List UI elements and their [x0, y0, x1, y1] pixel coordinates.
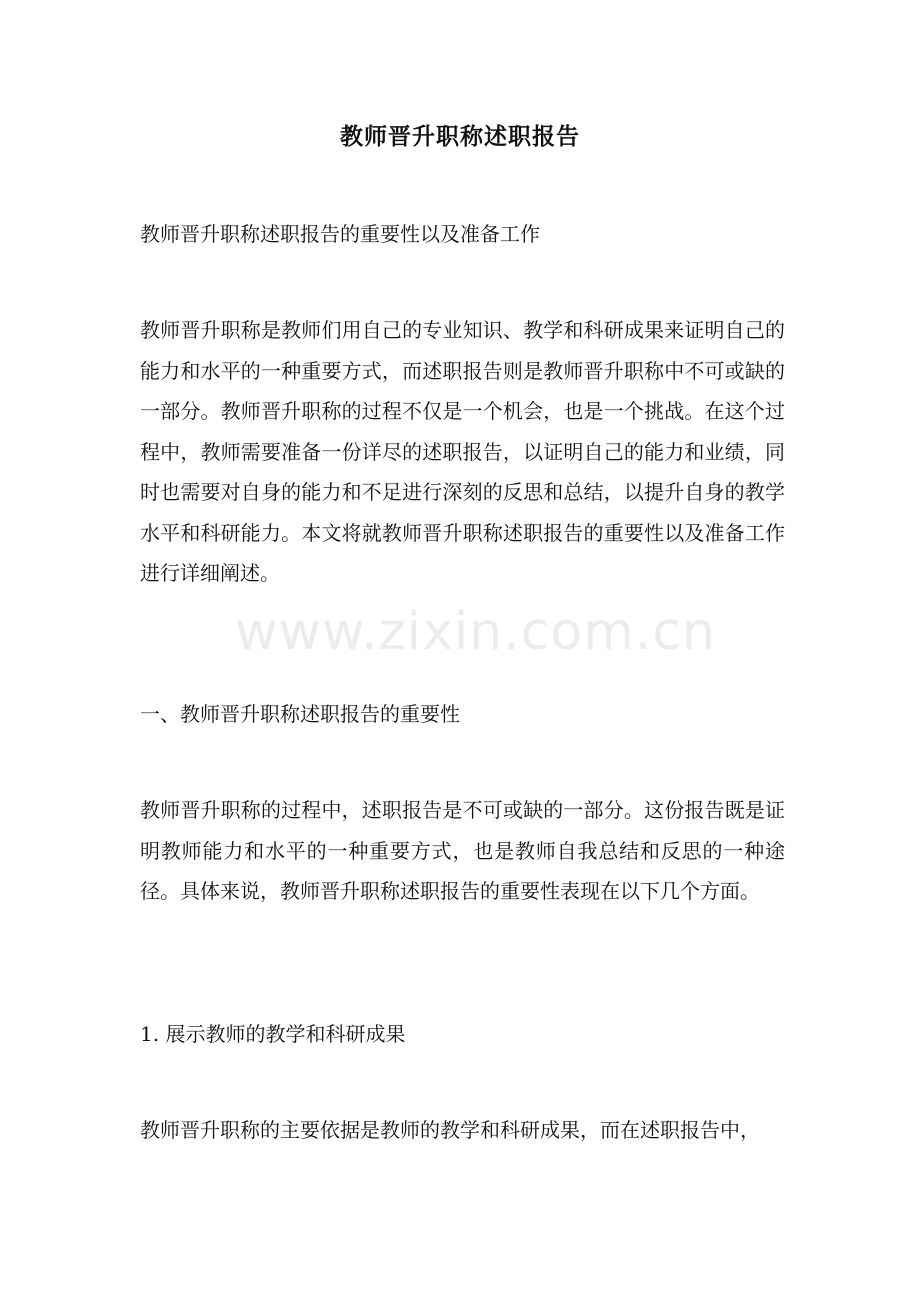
- section-heading-2: 1. 展示教师的教学和科研成果: [140, 1022, 406, 1046]
- paragraph-1: 教师晋升职称是教师们用自己的专业知识、教学和科研成果来证明自己的能力和水平的一种重要方式，而述职报告则是教师晋升职称中不可或缺的一部分。教师晋升职称的过程不仅是一个机会，也是一个挑战。在这个过程中，教师需要准备一份详尽的述职报告，以证明自己的能力和业绩，同时也需要对自身的能力和不足进行深刻的反思和总结，以提升自身的教学水平和科研能力。本文将就教师晋升职称述职报告的重要性以及准备工作进行详细阐述。: [140, 318, 785, 585]
- document-subtitle: 教师晋升职称述职报告的重要性以及准备工作: [140, 222, 540, 246]
- document-title: 教师晋升职称述职报告: [340, 123, 580, 150]
- paragraph-3: 教师晋升职称的主要依据是教师的教学和科研成果，而在述职报告中，: [140, 1118, 760, 1142]
- paragraph-2: 教师晋升职称的过程中，述职报告是不可或缺的一部分。这份报告既是证明教师能力和水平的一种重要方式，也是教师自我总结和反思的一种途径。具体来说，教师晋升职称述职报告的重要性表现在以下几个方面。: [140, 798, 785, 903]
- watermark: www.zixin.com.cn: [235, 602, 716, 662]
- section-heading-1: 一、教师晋升职称述职报告的重要性: [140, 702, 460, 726]
